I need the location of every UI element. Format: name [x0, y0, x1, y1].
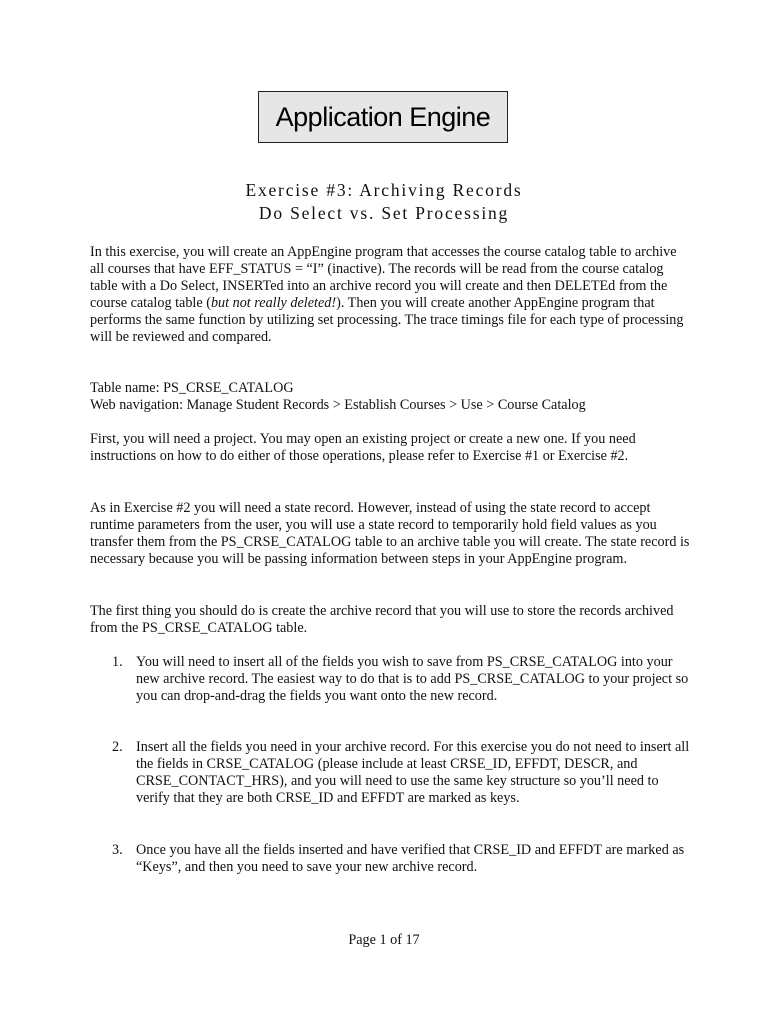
state-record-paragraph	[90, 500, 690, 568]
table-name: Table name: PS_CRSE_CATALOG	[90, 380, 294, 396]
step-text: Once you have all the fields inserted and have verified that CRSE_ID and EFFDT are marked as “Keys”, and then you need to save your new archive record.	[136, 842, 685, 875]
step-number: 1.	[112, 654, 123, 670]
archive-intro-text: The first thing you should do is create the archive record that you will use to store the records archived from the PS_CRSE_CATALOG table.	[90, 603, 674, 636]
step-text: Insert all the fields you need in your archive record. For this exercise you do not need to insert all the fields in CRSE_CATALOG (please include at least CRSE_ID, EFFDT, DESCR, and CRSE_CONTACT_HRS), and you will need to use the same key structure so you’ll need to verify that they are both CRSE_ID and EFFDT are marked as keys.	[136, 739, 690, 806]
step-text: You will need to insert all of the fields you wish to save from PS_CRSE_CATALOG into your new archive record. The easiest way to do that is to add PS_CRSE_CATALOG to your project so you can drop-and-drag the fields you want onto the new record.	[136, 654, 689, 704]
exercise-subtitle: Do Select vs. Set Processing	[258, 203, 510, 223]
page-number: Page 1 of 17	[348, 932, 420, 948]
step-number: 2.	[112, 739, 123, 755]
steps-list	[90, 654, 690, 705]
intro-paragraph	[90, 244, 690, 346]
project-text: First, you will need a project. You may open an existing project or create a new one. If you need instructions on how to do either of those operations, please refer to Exercise #1 or Exercise #2.	[90, 431, 636, 464]
project-paragraph	[90, 431, 690, 465]
step-number: 3.	[112, 842, 123, 858]
list-item	[90, 739, 690, 807]
intro-text-2: ). Then you will create another AppEngine program that performs the same function by utilizing set processing. The trace timings file for each type of processing will be reviewed and compared.	[90, 295, 684, 345]
table-info	[90, 380, 690, 414]
document-title: Application Engine	[258, 91, 508, 143]
intro-emphasis: but not really deleted!	[210, 295, 337, 311]
list-item	[90, 842, 690, 876]
archive-intro-paragraph	[90, 603, 690, 637]
state-record-text: As in Exercise #2 you will need a state record. However, instead of using the state record to accept runtime parameters from the user, you will use a state record to temporarily hold field values as you transfer them from the PS_CRSE_CATALOG table to an archive table you will create. The state record is necessary because you will be passing information between steps in your AppEngine program.	[90, 500, 690, 567]
list-item	[90, 654, 690, 705]
steps-list-2	[90, 739, 690, 807]
steps-list-3	[90, 842, 690, 876]
intro-text-1: In this exercise, you will create an AppEngine program that accesses the course catalog table to archive all courses that have EFF_STATUS = “I” (inactive). The records will be read from the course catalog table with a Do Select, INSERTed into an archive record you will create and then DELETEd from the course catalog table (	[90, 244, 677, 311]
exercise-title: Exercise #3: Archiving Records	[245, 180, 523, 200]
web-navigation: Web navigation: Manage Student Records > Establish Courses > Use > Course Catalog	[90, 397, 586, 413]
